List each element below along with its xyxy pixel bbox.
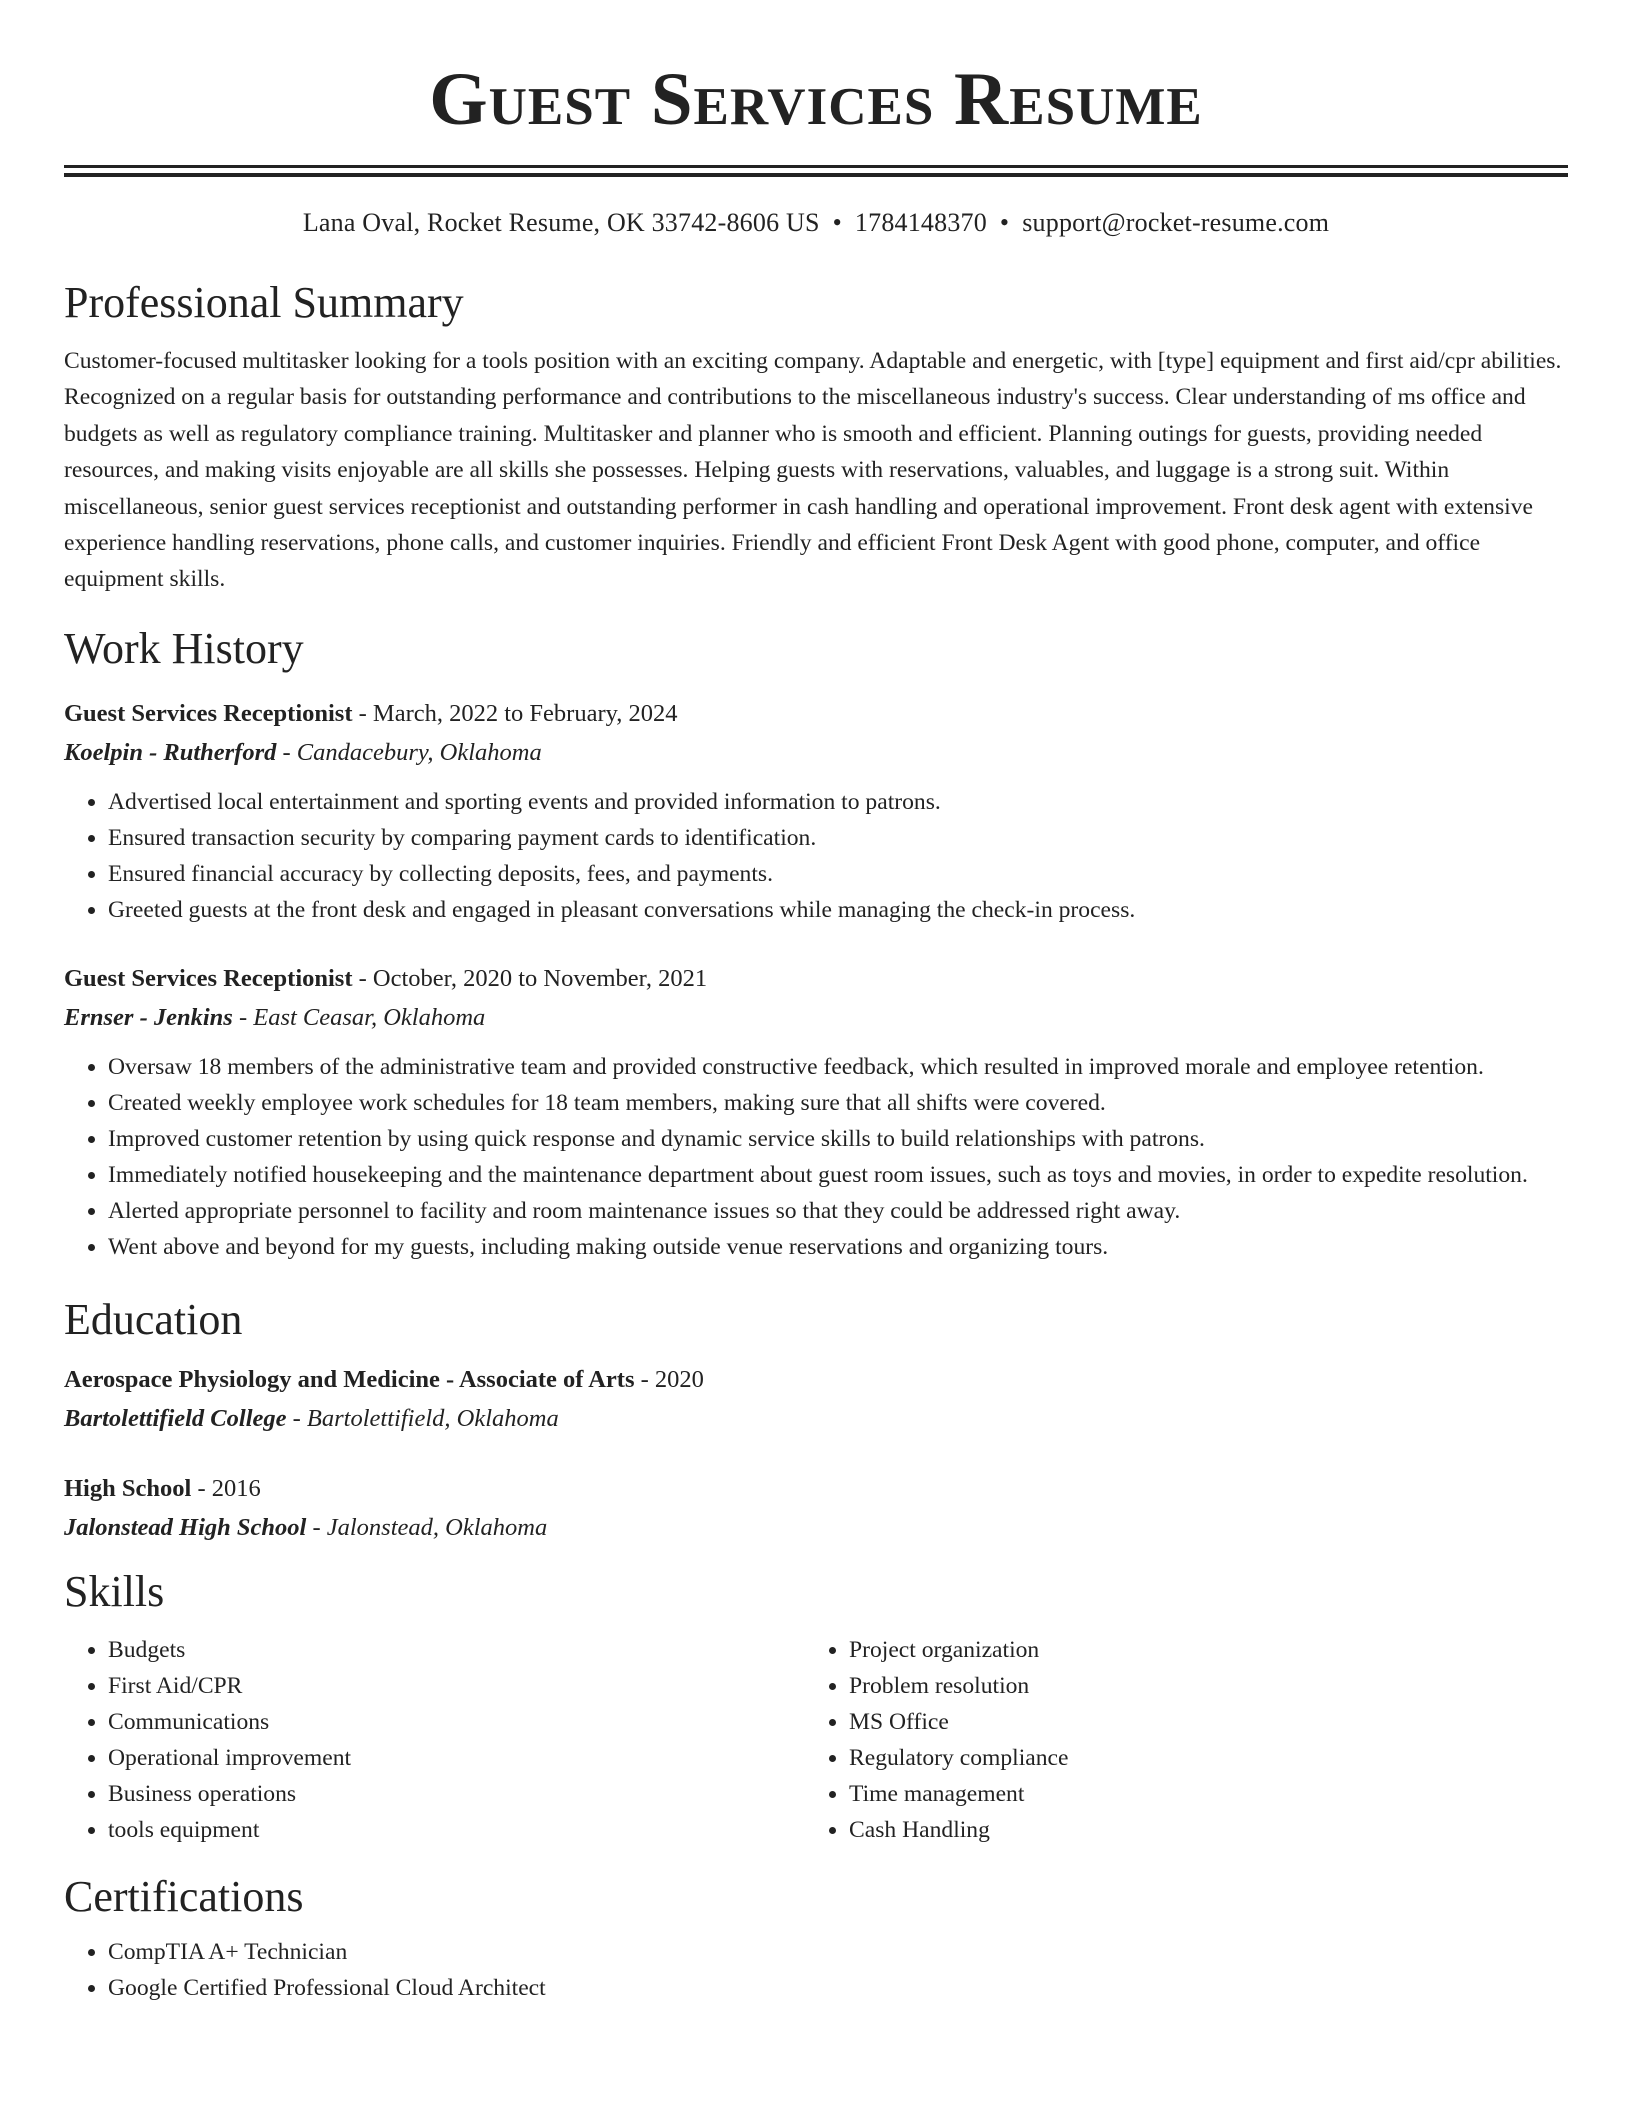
education-heading: Education	[64, 1294, 243, 1344]
education-location: - Jalonstead, Oklahoma	[306, 1513, 548, 1541]
skill-item: • First Aid/CPR	[108, 1668, 805, 1704]
skill-item: • Regulatory compliance	[849, 1740, 1568, 1776]
job-location: - Candacebury, Oklahoma	[276, 738, 542, 766]
skill-item: • Business operations	[108, 1776, 805, 1812]
skill-item: • tools equipment	[108, 1812, 805, 1848]
list-item: • Improved customer retention by using quick response and dynamic service skills to build relationships with patrons.	[108, 1121, 1568, 1157]
skill-item: • MS Office	[849, 1704, 1568, 1740]
title-rule-top	[64, 165, 1568, 168]
certifications-heading: Certifications	[64, 1871, 304, 1921]
job-dates: - March, 2022 to February, 2024	[352, 699, 678, 727]
education-entry	[64, 1469, 1568, 1548]
education-degree: High School	[64, 1474, 192, 1502]
certification-item: • Google Certified Professional Cloud Architect	[108, 1970, 1568, 2006]
resume-title: Guest Services Resume	[429, 58, 1203, 141]
skill-item: • Communications	[108, 1704, 805, 1740]
list-item: • Advertised local entertainment and sporting events and provided information to patrons.	[108, 784, 1568, 820]
skill-item: • Problem resolution	[849, 1668, 1568, 1704]
list-item: • Created weekly employee work schedules for 18 team members, making sure that all shifts were covered.	[108, 1085, 1568, 1121]
contact-separator: •	[832, 208, 842, 237]
education-institution	[64, 1399, 1568, 1439]
skills-columns	[64, 1632, 1568, 1848]
skill-item: • Operational improvement	[108, 1740, 805, 1776]
work-history-heading: Work History	[64, 623, 304, 673]
contact-address: Lana Oval, Rocket Resume, OK 33742-8606 US	[302, 208, 820, 237]
job-header	[64, 694, 1568, 733]
list-item: • Immediately notified housekeeping and the maintenance department about guest room issues, such as toys and movies, in order to expedite resolution.	[108, 1157, 1568, 1193]
list-item: • Went above and beyond for my guests, including making outside venue reservations and organizing tours.	[108, 1229, 1568, 1265]
education-header	[64, 1469, 1568, 1508]
skill-item: • Budgets	[108, 1632, 805, 1668]
education-location: - Bartolettifield, Oklahoma	[286, 1404, 559, 1432]
job-title: Guest Services Receptionist	[64, 699, 353, 727]
summary-text: Customer-focused multitasker looking for a tools position with an exciting company. Adaptable and energetic, with [type] equipment and first aid/cpr abilities. Recognized on a regular basis for outstanding performance and contributions to the miscellaneous industry's success. Clear understanding of ms office and budgets as well as regulatory compliance training. Multitasker and planner who is smooth and efficient. Planning outings for guests, providing needed resources, and making visits enjoyable are all skills she possesses. Helping guests with reservations, valuables, and luggage is a strong suit. Within miscellaneous, senior guest services receptionist and outstanding performer in cash handling and operational improvement. Front desk agent with extensive experience handling reservations, phone calls, and customer inquiries. Friendly and efficient Front Desk Agent with good phone, computer, and office equipment skills.	[64, 348, 1562, 593]
job-duties	[64, 784, 1568, 928]
job-entry	[64, 694, 1568, 928]
certification-item: • CompTIA A+ Technician	[108, 1934, 1568, 1970]
contact-phone: 1784148370	[854, 208, 987, 237]
job-company: Koelpin - Rutherford	[64, 738, 277, 766]
job-location: - East Ceasar, Oklahoma	[232, 1003, 486, 1031]
education-year: - 2016	[191, 1474, 261, 1502]
education-institution	[64, 1508, 1568, 1548]
education-degree: Aerospace Physiology and Medicine - Associate of Arts	[64, 1365, 635, 1393]
list-item: • Oversaw 18 members of the administrative team and provided constructive feedback, which resulted in improved morale and employee retention.	[108, 1049, 1568, 1085]
education-school: Bartolettifield College	[64, 1404, 287, 1432]
skill-item: • Time management	[849, 1776, 1568, 1812]
job-dates: - October, 2020 to November, 2021	[352, 964, 708, 992]
education-header	[64, 1360, 1568, 1399]
skills-list-right	[805, 1632, 1568, 1848]
job-company: Ernser - Jenkins	[64, 1003, 233, 1031]
list-item: • Ensured financial accuracy by collecting deposits, fees, and payments.	[108, 856, 1568, 892]
summary-heading: Professional Summary	[64, 278, 464, 327]
list-item: • Ensured transaction security by comparing payment cards to identification.	[108, 820, 1568, 856]
education-year: - 2020	[634, 1365, 704, 1393]
contact-email: support@rocket-resume.com	[1022, 208, 1330, 237]
skill-item: • Cash Handling	[849, 1812, 1568, 1848]
job-title: Guest Services Receptionist	[64, 964, 353, 992]
title-rule-bottom	[64, 173, 1568, 177]
skills-list-left	[64, 1632, 805, 1848]
job-header	[64, 959, 1568, 998]
skill-item: • Project organization	[849, 1632, 1568, 1668]
certifications-list	[64, 1934, 1568, 2006]
job-entry	[64, 959, 1568, 1265]
job-duties	[64, 1049, 1568, 1265]
contact-separator: •	[999, 208, 1010, 237]
job-employer	[64, 733, 1568, 773]
job-employer	[64, 998, 1568, 1038]
contact-line	[64, 207, 1568, 239]
list-item: • Alerted appropriate personnel to facility and room maintenance issues so that they could be addressed right away.	[108, 1193, 1568, 1229]
education-entry	[64, 1360, 1568, 1439]
education-school: Jalonstead High School	[64, 1513, 307, 1541]
skills-heading: Skills	[64, 1566, 165, 1616]
list-item: • Greeted guests at the front desk and engaged in pleasant conversations while managing the check-in process.	[108, 892, 1568, 928]
